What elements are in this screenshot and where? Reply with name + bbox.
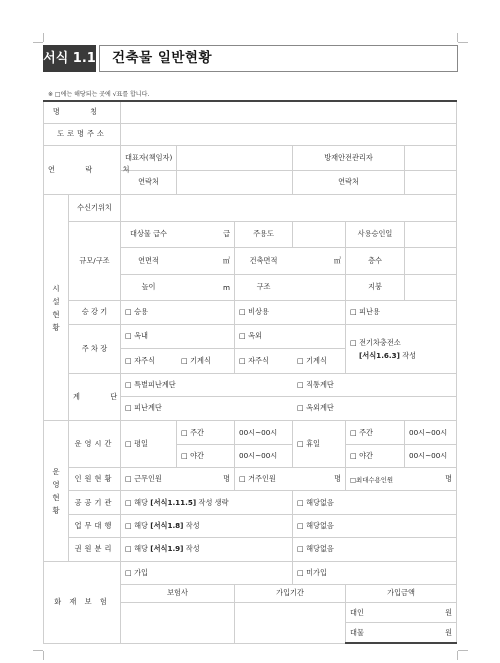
outdoor-mechanical-checkbox[interactable]: □ 기계식 xyxy=(293,349,346,373)
road-address-field[interactable] xyxy=(121,123,457,145)
form-title: 건축물 일반현황 xyxy=(112,50,212,66)
elevator-label: 승 강 기 xyxy=(69,301,121,324)
evac-stairs-checkbox[interactable]: □ 피난계단 xyxy=(125,402,162,412)
height-unit: m xyxy=(223,282,231,292)
insurance-period-label: 가입기간 xyxy=(235,584,346,602)
insurer-field[interactable] xyxy=(121,603,235,644)
total-area-field[interactable] xyxy=(177,248,235,275)
ev-charger-ref-suffix: 작성 xyxy=(402,350,417,360)
holiday-night-checkbox[interactable]: □ 야간 xyxy=(346,444,405,467)
crop-mark xyxy=(457,651,458,660)
building-area-label: 건축면적 xyxy=(235,248,293,275)
elevator-emergency-checkbox[interactable]: □ 비상용 xyxy=(235,301,346,324)
delegation-applicable-checkbox[interactable]: □ 해당 [서식1.8] 작성 xyxy=(121,514,293,537)
floors-label: 층수 xyxy=(346,248,405,275)
roof-field[interactable] xyxy=(405,274,457,301)
name-label: 명 칭 xyxy=(44,101,121,123)
outdoor-stairs-checkbox[interactable]: □ 옥외계단 xyxy=(297,402,334,412)
weekday-checkbox[interactable]: □ 평일 xyxy=(121,421,177,468)
fire-manager-label: 방재안전관리자 xyxy=(293,146,405,170)
crop-mark xyxy=(33,42,43,43)
staff-max-unit: 명 xyxy=(445,474,453,484)
ev-charger-checkbox[interactable]: □ 전기차충전소 xyxy=(350,337,401,347)
fire-manager-contact-field[interactable] xyxy=(405,170,457,194)
holiday-day-checkbox[interactable]: □ 주간 xyxy=(346,421,405,444)
outdoor-self-drive-checkbox[interactable]: □ 자주식 xyxy=(235,349,293,373)
property-coverage-field[interactable] xyxy=(405,623,457,643)
building-status-table xyxy=(43,100,457,644)
total-area-label: 연면적 xyxy=(121,248,177,275)
person-coverage-field[interactable] xyxy=(405,603,457,623)
crop-mark xyxy=(43,33,44,42)
rights-na-checkbox[interactable]: □ 해당없음 xyxy=(293,538,457,561)
weekday-night-time[interactable]: 00시~00시 xyxy=(235,444,293,467)
weekday-day-time[interactable]: 00시~00시 xyxy=(235,421,293,444)
insurance-period-field[interactable] xyxy=(235,603,346,644)
holiday-checkbox[interactable]: □ 휴일 xyxy=(293,421,346,468)
representative-field[interactable] xyxy=(177,146,293,170)
staff-resident-checkbox[interactable]: □ 거주인원 xyxy=(235,468,293,491)
crop-mark xyxy=(458,42,468,43)
representative-label: 대표자(책임자) xyxy=(121,146,177,170)
approval-date-label: 사용승인일 xyxy=(346,221,405,248)
structure-label: 구조 xyxy=(235,274,293,301)
insurance-not-join-checkbox[interactable]: □ 미가입 xyxy=(293,561,457,584)
person-coverage-label: 대인 xyxy=(346,603,405,623)
contact-label: 연 락 처 xyxy=(44,146,121,195)
facility-group-label: 시 설 현 황 xyxy=(44,195,69,421)
height-field[interactable] xyxy=(177,274,235,301)
fire-manager-field[interactable] xyxy=(405,146,457,170)
elevator-evacuation-checkbox[interactable]: □ 피난용 xyxy=(346,301,457,324)
holiday-day-time[interactable]: 00시~00시 xyxy=(405,421,457,444)
parking-indoor-checkbox[interactable]: □ 옥내 xyxy=(121,324,235,348)
elevator-passenger-checkbox[interactable]: □ 승용 xyxy=(121,301,235,324)
operating-hours-label: 운영시간 xyxy=(69,421,121,468)
target-class-label: 대상물 급수 xyxy=(121,221,177,248)
staff-max-checkbox[interactable]: □최대수용인원 xyxy=(346,468,405,491)
public-agency-label: 공공기관 xyxy=(69,491,121,514)
stairs-label: 계 단 xyxy=(69,373,121,421)
staff-work-checkbox[interactable]: □ 근무인원 xyxy=(121,468,177,491)
rights-separation-label: 권원분리 xyxy=(69,538,121,561)
person-won-unit: 원 xyxy=(445,607,453,617)
stairs-options xyxy=(121,373,457,421)
check-note: ※ □에는 해당되는 곳에 √표를 합니다. xyxy=(48,91,150,98)
main-use-field[interactable] xyxy=(293,221,346,248)
building-area-unit: ㎡ xyxy=(333,255,342,265)
height-label: 높이 xyxy=(121,274,177,301)
crop-mark xyxy=(458,650,468,651)
staff-resident-field[interactable] xyxy=(293,468,346,491)
delegation-ref: [서식1.8] xyxy=(150,521,184,530)
fire-insurance-label: 화 재 보 험 xyxy=(44,561,121,643)
staff-status-label: 인원현황 xyxy=(69,468,121,491)
parking-outdoor-checkbox[interactable]: □ 옥외 xyxy=(235,324,346,348)
structure-field[interactable] xyxy=(293,274,346,301)
fire-manager-contact-label: 연락처 xyxy=(293,170,405,194)
delegation-na-checkbox[interactable]: □ 해당없음 xyxy=(293,514,457,537)
crop-mark xyxy=(457,33,458,42)
insurance-join-checkbox[interactable]: □ 가입 xyxy=(121,561,293,584)
representative-contact-label: 연락처 xyxy=(121,170,177,194)
parking-label: 주 차 장 xyxy=(69,324,121,373)
ev-charger-ref: [서식1.6.3] xyxy=(359,350,400,360)
roof-label: 지붕 xyxy=(346,274,405,301)
staff-resident-unit: 명 xyxy=(334,474,342,484)
public-agency-na-checkbox[interactable]: □ 해당없음 xyxy=(293,491,457,514)
receiver-location-field[interactable] xyxy=(121,195,457,222)
form-title-box xyxy=(99,45,458,72)
ev-charger-cell[interactable] xyxy=(346,324,457,373)
main-use-label: 주용도 xyxy=(235,221,293,248)
staff-work-field[interactable] xyxy=(177,468,235,491)
weekday-day-checkbox[interactable]: □ 주간 xyxy=(177,421,235,444)
floors-field[interactable] xyxy=(405,248,457,275)
rights-applicable-checkbox[interactable]: □ 해당 [서식1.9] 작성 xyxy=(121,538,293,561)
direct-stairs-checkbox[interactable]: □ 직통계단 xyxy=(297,380,334,390)
staff-max-field[interactable] xyxy=(405,468,457,491)
operation-group-label: 운 영 현 황 xyxy=(44,421,69,561)
crop-mark xyxy=(43,651,44,660)
staff-work-unit: 명 xyxy=(223,474,231,484)
building-area-field[interactable] xyxy=(293,248,346,275)
special-evac-stairs-checkbox[interactable]: □ 특별피난계단 xyxy=(125,380,176,390)
scale-structure-label: 규모/구조 xyxy=(69,221,121,301)
public-agency-ref: [서식1.11.5] xyxy=(150,497,197,507)
target-class-field[interactable] xyxy=(177,221,235,248)
indoor-mechanical-checkbox[interactable]: □ 기계식 xyxy=(177,349,235,373)
representative-contact-field[interactable] xyxy=(177,170,293,194)
public-agency-applicable-checkbox[interactable]: □ 해당 [서식1.11.5] 작성 생략 xyxy=(121,491,293,514)
road-address-label: 도로명주소 xyxy=(44,123,121,145)
rights-ref: [서식1.9] xyxy=(150,544,184,554)
receiver-location-label: 수신기위치 xyxy=(69,195,121,222)
approval-date-field[interactable] xyxy=(405,221,457,248)
delegation-label: 업무대행 xyxy=(69,514,121,537)
weekday-night-checkbox[interactable]: □ 야간 xyxy=(177,444,235,467)
insurance-amount-label: 가입금액 xyxy=(346,584,457,602)
class-unit: 급 xyxy=(223,229,231,239)
property-coverage-label: 대물 xyxy=(346,623,405,643)
form-header xyxy=(43,45,458,72)
crop-mark xyxy=(33,650,43,651)
property-won-unit: 원 xyxy=(445,627,453,637)
holiday-night-time[interactable]: 00시~00시 xyxy=(405,444,457,467)
name-field[interactable] xyxy=(121,101,457,123)
area-unit: ㎡ xyxy=(222,255,231,265)
form-number-tag: 서식 1.1 xyxy=(43,45,96,72)
insurer-label: 보험사 xyxy=(121,584,235,602)
indoor-self-drive-checkbox[interactable]: □ 자주식 xyxy=(121,349,177,373)
